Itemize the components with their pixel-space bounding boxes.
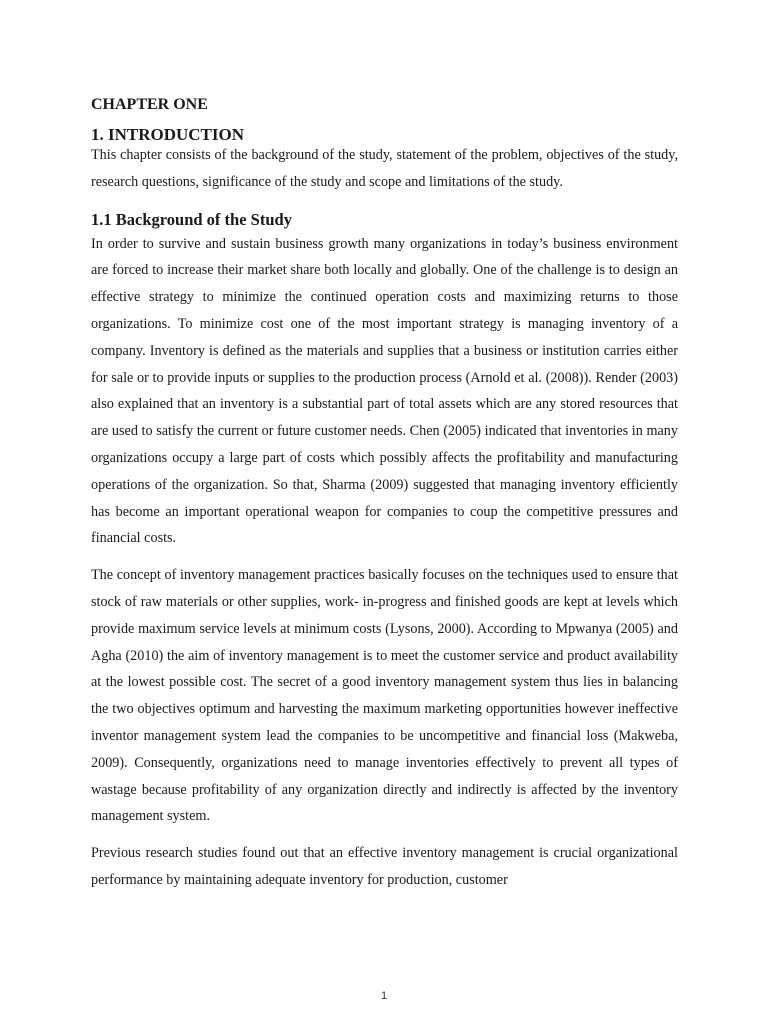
body-paragraph-2: The concept of inventory management practices basically focuses on the techniques used to ensure that stock of raw materials or other supplies, work- in-progress and finished goods are kept at levels which provide maximum service levels at minimum costs (Lysons, 2000). According to Mpwanya (2005) and Agha (2010) the aim of inventory management is to meet the customer service and product availability at the lowest possible cost. The secret of a good inventory management system thus lies in balancing the two objectives optimum and harvesting the maximum marketing opportunities however ineffective inventor management system lead the companies to be uncompetitive and financial loss (Makweba, 2009). Consequently, organizations need to manage inventories effectively to prevent all types of wastage because profitability of any organization directly and indirectly is affected by the inventory management system. bbox=[91, 567, 678, 825]
introduction-heading: 1. INTRODUCTION bbox=[91, 125, 245, 144]
page-number: 1 bbox=[380, 990, 388, 1002]
section-heading-background: 1.1 Background of the Study bbox=[91, 209, 292, 229]
document-body bbox=[91, 92, 678, 894]
body-paragraph-1: In order to survive and sustain business growth many organizations in today’s business environment are forced to increase their market share both locally and globally. One of the challenge is to design an effective strategy to minimize the continued operation costs and maximizing returns to those organizations. To minimize cost one of the most important strategy is managing inventory of a company. Inventory is defined as the materials and supplies that a business or institution carries either for sale or to provide inputs or supplies to the production process (Arnold et al. (2008)). Render (2003) also explained that an inventory is a substantial part of total assets which are any stored resources that are used to satisfy the current or future customer needs. Chen (2005) indicated that inventories in many organizations occupy a large part of costs which possibly affects the profitability and manufacturing operations of the organization. So that, Sharma (2009) suggested that managing inventory efficiently has become an important operational weapon for companies to coup the competitive pressures and financial costs. bbox=[91, 235, 678, 547]
intro-paragraph: This chapter consists of the background of the study, statement of the problem, objectives of the study, research questions, significance of the study and scope and limitations of the study. bbox=[91, 147, 678, 190]
body-paragraph-3: Previous research studies found out that an effective inventory management is crucial organizational performance by maintaining adequate inventory for production, customer bbox=[91, 845, 678, 888]
chapter-title: CHAPTER ONE bbox=[91, 96, 208, 113]
